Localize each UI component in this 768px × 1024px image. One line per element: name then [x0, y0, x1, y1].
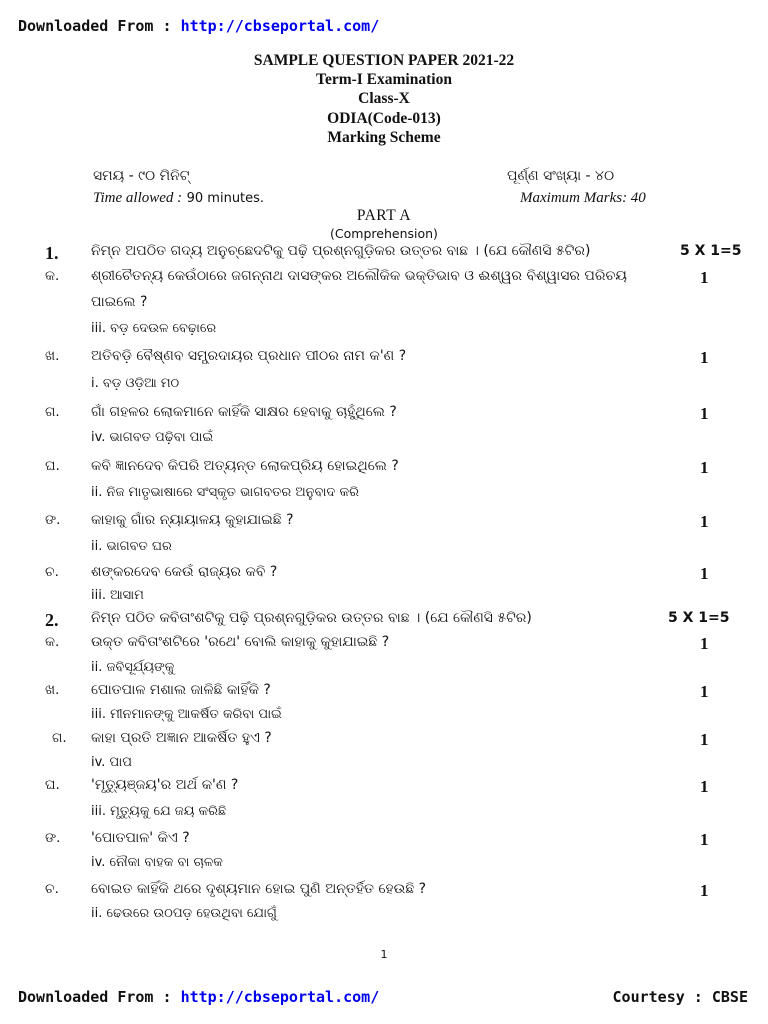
top-download-banner	[18, 17, 379, 35]
question-label: ଗ.	[45, 404, 60, 420]
question-text: ବୋଇତ କାହିଁକି ଥରେ ଦୃଶ୍ୟମାନ ହୋଇ ପୁଣି ଅନ୍ତର୍ହିତ ହେଉଛି ?	[91, 881, 427, 897]
question-mark: 1	[700, 634, 709, 653]
answer-text: ii. ନିଜ ମାତୃଭାଷାରେ ସଂସ୍କୃତ ଭାଗବତର ଅନୁବାଦ କରି	[91, 485, 359, 500]
section-instruction: ନିମ୍ନ ଅପଠିତ ଗଦ୍ୟ ଅନୁଚ୍ଛେଦଟିକୁ ପଢ଼ି ପ୍ରଶ୍ନଗୁଡ଼ିକର ଉତ୍ତର ବାଛ । (ଯେ କୌଣସି ୫ଟିର)	[91, 243, 591, 259]
question-mark: 1	[700, 777, 709, 796]
time-odia: ସମୟ - ୯୦ ମିନିଟ୍	[93, 168, 190, 184]
question-text: ଉକ୍ତ କବିତାଂଶଟିରେ 'ରଥେ' ବୋଲି କାହାକୁ କୁହାଯାଇଛି ?	[91, 634, 390, 650]
question-mark: 1	[700, 682, 709, 701]
question-text-continued: ପାଇଲେ ?	[91, 294, 148, 310]
paper-title: SAMPLE QUESTION PAPER 2021-22	[253, 52, 515, 69]
downloaded-label: Downloaded From :	[18, 17, 172, 35]
answer-text: ii. ଢେଉରେ ଉଠପଡ଼ ହେଉଥିବା ଯୋଗୁଁ	[91, 906, 277, 921]
question-text: 'ମୃତ୍ୟୁଞ୍ଜୟ'ର ଅର୍ଥ କ'ଣ ?	[91, 777, 239, 793]
question-label: ଘ.	[45, 458, 60, 474]
answer-text: ii. ଜବିସୂର୍ଯ୍ୟଙ୍କୁ	[91, 660, 175, 675]
question-label: ଙ.	[45, 830, 61, 846]
exam-title: Term-I Examination	[316, 71, 452, 88]
answer-text: ii. ଭାଗବତ ଘର	[91, 539, 172, 554]
question-label: ଖ.	[45, 348, 60, 364]
section-number: 2.	[45, 610, 59, 630]
source-link[interactable]: http://cbseportal.com/	[180, 988, 380, 1006]
question-text: ଗାଁ ଗହଳର ଲୋକମାନେ କାହିଁକି ସାକ୍ଷର ହେବାକୁ ଚାହୁଁଥିଲେ ?	[91, 404, 397, 420]
section-marks: 5 X 1=5	[680, 243, 742, 259]
answer-text: iii. ବଡ଼ ଦେଉଳ ବେଢ଼ାରେ	[91, 321, 217, 336]
question-label: ଙ.	[45, 512, 61, 528]
question-text: ଅତିବଡ଼ି ବୈଷ୍ଣବ ସମ୍ପ୍ରଦାୟର ପ୍ରଧାନ ପୀଠର ନାମ କ'ଣ ?	[91, 348, 407, 364]
question-label: ଘ.	[45, 777, 60, 793]
time-value: 90 minutes.	[186, 191, 265, 206]
question-mark: 1	[700, 404, 709, 423]
downloaded-label: Downloaded From :	[18, 988, 172, 1006]
question-label: ଚ.	[45, 881, 59, 897]
question-text: 'ପୋତପାଳ' କିଏ ?	[91, 830, 190, 846]
answer-text: iii. ମୃତ୍ୟୁକୁ ଯେ ଜୟ କରିଛି	[91, 804, 227, 819]
question-mark: 1	[700, 348, 709, 367]
question-mark: 1	[700, 268, 709, 287]
section-instruction: ନିମ୍ନ ପଠିତ କବିତାଂଶଟିକୁ ପଢ଼ି ପ୍ରଶ୍ନଗୁଡ଼ିକର ଉତ୍ତର ବାଛ । (ଯେ କୌଣସି ୫ଟିର)	[91, 610, 532, 626]
question-text: ପୋତପାଳ ମଶାଲ ଜାଳିଛି କାହିଁକି ?	[91, 682, 271, 698]
section-number: 1.	[45, 243, 59, 263]
answer-text: iii. ମୀନମାନଙ୍କୁ ଆକର୍ଷିତ କରିବା ପାଇଁ	[91, 707, 282, 722]
question-label: କ.	[45, 634, 60, 650]
part-title: PART A	[356, 207, 412, 224]
question-text: ଶ୍ରୀଚୈତନ୍ୟ କେଉଁଠାରେ ଜଗନ୍ନାଥ ଦାସଙ୍କର ଅଲୌକିକ ଭକ୍ତିଭାବ ଓ ଈଶ୍ୱର ବିଶ୍ୱାସର ପରିଚୟ	[91, 268, 627, 284]
question-text: କବି ଜ୍ଞାନଦେବ କିପରି ଅତ୍ୟନ୍ତ ଲୋକପ୍ରିୟ ହୋଇଥିଲେ ?	[91, 458, 399, 474]
question-label: କ.	[45, 268, 60, 284]
part-subtitle: (Comprehension)	[330, 226, 438, 241]
question-text: କାହା ପ୍ରତି ଅଜ୍ଞାନ ଆକର୍ଷିତ ହୁଏ ?	[91, 730, 272, 746]
question-mark: 1	[700, 564, 709, 583]
question-text: ଶଙ୍କରଦେବ କେଉଁ ରାଜ୍ୟର କବି ?	[91, 564, 278, 580]
marks-odia: ପୂର୍ଣ୍ଣ ସଂଖ୍ୟା - ୪୦	[507, 168, 615, 184]
answer-text: i. ବଡ଼ ଓଡ଼ିଆ ମଠ	[91, 376, 180, 391]
question-mark: 1	[700, 458, 709, 477]
bottom-download-banner	[18, 988, 379, 1006]
answer-text: iv. ପାପ	[91, 755, 132, 770]
page-number: 1	[380, 948, 388, 961]
question-mark: 1	[700, 830, 709, 849]
courtesy-label: Courtesy : CBSE	[612, 988, 748, 1006]
time-allowed	[93, 190, 264, 207]
answer-text: iv. ନୌକା ବାହକ ବା ଚାଳକ	[91, 855, 223, 870]
time-label: Time allowed :	[93, 190, 183, 206]
maximum-marks: Maximum Marks: 40	[520, 190, 646, 206]
answer-text: iv. ଭାଗବତ ପଢ଼ିବା ପାଇଁ	[91, 430, 214, 445]
answer-text: iii. ଆସାମ	[91, 588, 144, 603]
question-label: ଗ.	[52, 730, 67, 746]
question-mark: 1	[700, 512, 709, 531]
question-text: କାହାକୁ ଗାଁର ନ୍ୟାୟାଳୟ କୁହାଯାଇଛି ?	[91, 512, 294, 528]
class-title: Class-X	[358, 90, 410, 107]
question-label: ଖ.	[45, 682, 60, 698]
subject-title: ODIA(Code-013)	[327, 110, 441, 127]
section-marks: 5 X 1=5	[668, 610, 730, 626]
question-mark: 1	[700, 881, 709, 900]
question-mark: 1	[700, 730, 709, 749]
scheme-title: Marking Scheme	[327, 129, 441, 146]
source-link[interactable]: http://cbseportal.com/	[180, 17, 380, 35]
question-label: ଚ.	[45, 564, 59, 580]
